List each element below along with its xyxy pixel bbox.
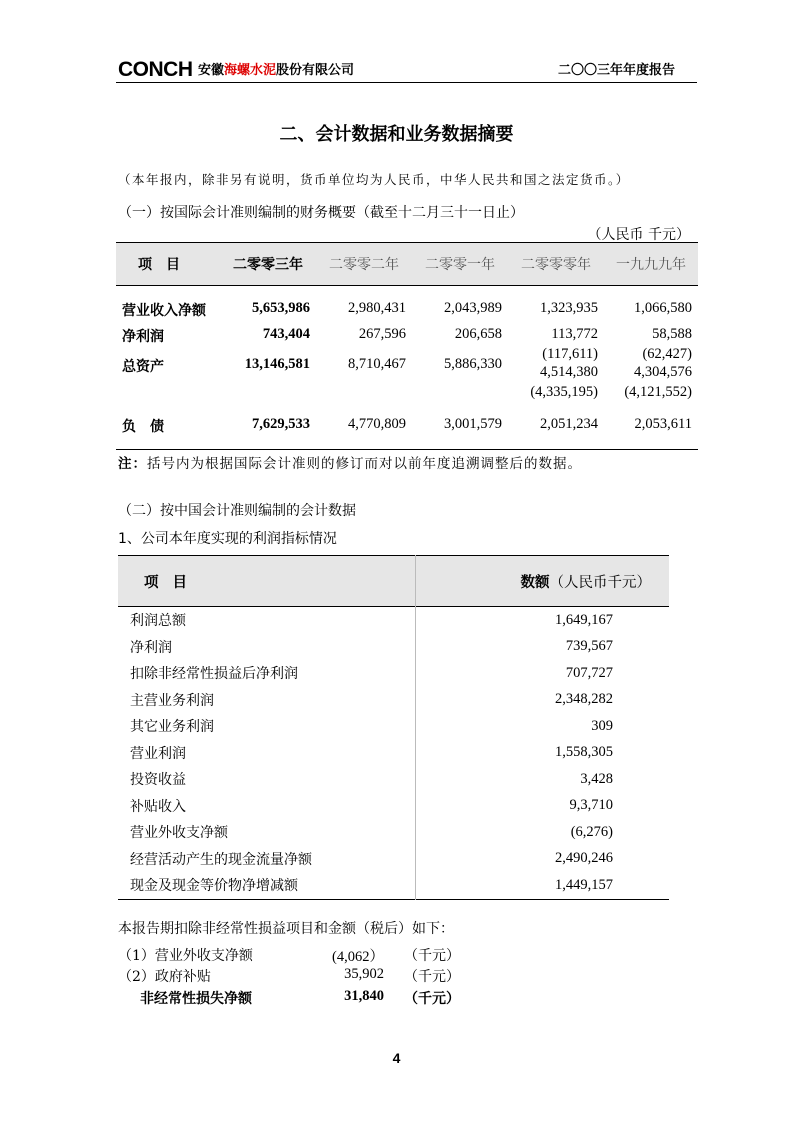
cell-value: 2,053,611	[634, 415, 692, 432]
col-header-2000: 二零零零年	[508, 243, 604, 286]
table-row	[118, 793, 669, 820]
cell-value: 3,428	[415, 766, 669, 793]
cell-value: 8,710,467	[348, 355, 406, 372]
col-header-2003: 二零零三年	[220, 243, 316, 286]
row-label: 利润总额	[130, 613, 186, 630]
row-label: 负债	[122, 418, 178, 435]
company-name	[198, 62, 354, 80]
row-label: 净利润	[122, 328, 164, 345]
table-row	[118, 766, 669, 793]
extraordinary-total	[118, 988, 498, 1008]
cell-value: 7,629,533	[252, 415, 310, 432]
section1-footnote	[118, 452, 582, 472]
cell-value: 13,146,581	[244, 355, 310, 372]
cell-value: 739,567	[415, 634, 669, 661]
col-header-2002: 二零零二年	[316, 243, 412, 286]
cell-value: 206,658	[454, 325, 502, 342]
cell-value: 2,043,989	[444, 299, 502, 316]
table-row-adjusted	[116, 384, 698, 402]
row-label: 扣除非经常性损益后净利润	[130, 666, 298, 683]
cell-value: 309	[415, 713, 669, 740]
table-row	[118, 740, 669, 767]
cell-value: 1,066,580	[634, 299, 692, 316]
table-row	[118, 819, 669, 846]
currency-note: （本年报内，除非另有说明，货币单位均为人民币，中华人民共和国之法定货币。）	[118, 172, 630, 187]
section1-unit: （人民币 千元）	[587, 227, 690, 243]
cell-value: (6,276)	[415, 819, 669, 846]
cell-value: 743,404	[262, 325, 310, 342]
report-year: 二〇〇三年年度报告	[557, 63, 675, 78]
table-row	[118, 634, 669, 661]
cell-value: 707,727	[415, 660, 669, 687]
col-header-1999: 一九九九年	[604, 243, 698, 286]
table-row	[116, 364, 698, 384]
cell-value: 58,588	[652, 325, 692, 342]
cell-value: 267,596	[358, 325, 406, 342]
cell-value: 5,886,330	[444, 355, 502, 372]
row-label: 总资产	[122, 358, 164, 375]
conch-logo: CONCH	[118, 58, 193, 81]
table-row	[118, 687, 669, 714]
company-name-post: 股份有限公司	[276, 63, 355, 78]
cell-value: 5,653,986	[252, 299, 310, 316]
extraordinary-item	[118, 945, 498, 965]
extraordinary-label: 非经常性损失净额	[140, 991, 252, 1007]
table-header-row	[116, 243, 698, 286]
extraordinary-unit: （千元）	[404, 948, 460, 964]
table-row	[116, 416, 698, 438]
company-name-brand: 海螺水泥	[224, 63, 277, 78]
table-header-row	[118, 556, 669, 607]
cell-value: 2,980,431	[348, 299, 406, 316]
cell-value: 1,323,935	[540, 299, 598, 316]
row-label: 营业收入净额	[122, 302, 206, 319]
cell-value: 4,770,809	[348, 415, 406, 432]
table-row	[118, 660, 669, 687]
table-row	[118, 846, 669, 873]
row-label: 净利润	[130, 639, 172, 656]
extraordinary-label: （2）政府补贴	[118, 969, 211, 985]
cell-adjusted: (117,611)	[542, 345, 598, 362]
extraordinary-intro: 本报告期扣除非经常性损益项目和金额（税后）如下：	[118, 921, 454, 937]
extraordinary-item	[118, 966, 498, 986]
row-label: 营业利润	[130, 745, 186, 762]
page-number: 4	[392, 1050, 401, 1066]
cell-value: 1,449,157	[415, 872, 669, 899]
cell-value: 2,490,246	[415, 846, 669, 873]
ifrs-summary-table	[116, 242, 698, 450]
cell-value: 2,051,234	[540, 415, 598, 432]
row-label: 补贴收入	[130, 798, 186, 815]
col-header-amount	[415, 556, 669, 607]
profit-indicators-table	[118, 555, 669, 900]
cell-value: 2,348,282	[415, 687, 669, 714]
table-row	[118, 607, 669, 634]
table-row	[118, 872, 669, 899]
row-label: 经营活动产生的现金流量净额	[130, 851, 312, 868]
extraordinary-amount: 35,902	[344, 966, 384, 982]
row-label: 营业外收支净额	[130, 825, 228, 842]
section2-heading: （二）按中国会计准则编制的会计数据	[118, 503, 356, 519]
col-header-item: 项目	[118, 556, 415, 607]
table-row	[116, 300, 698, 322]
row-label: 现金及现金等价物净增减额	[130, 878, 298, 895]
cell-value: 113,772	[551, 325, 598, 342]
section1-heading: （一）按国际会计准则编制的财务概要（截至十二月三十一日止）	[118, 205, 524, 221]
extraordinary-unit: （千元）	[404, 991, 460, 1007]
table-row	[116, 326, 698, 346]
extraordinary-amount: 31,840	[344, 988, 384, 1004]
row-label: 主营业务利润	[130, 692, 214, 709]
section2-subheading: 1、公司本年度实现的利润指标情况	[118, 531, 337, 547]
cell-value: 1,558,305	[415, 740, 669, 767]
col-header-2001: 二零零一年	[412, 243, 508, 286]
company-name-pre: 安徽	[198, 63, 225, 78]
cell-value: 1,649,167	[415, 607, 669, 634]
cell-value: 9,3,710	[415, 793, 669, 820]
cell-value: 4,304,576	[634, 363, 692, 380]
extraordinary-unit: （千元）	[404, 969, 460, 985]
page-title: 二、会计数据和业务数据摘要	[279, 124, 514, 145]
extraordinary-label: （1）营业外收支净额	[118, 948, 253, 964]
row-label: 其它业务利润	[130, 719, 214, 736]
col-header-amount-unit: （人民币千元）	[549, 574, 651, 591]
cell-adjusted: (4,335,195)	[530, 383, 598, 400]
table-row	[118, 713, 669, 740]
col-header-item: 项目	[116, 243, 220, 286]
cell-adjusted: (62,427)	[642, 345, 692, 362]
row-label: 投资收益	[130, 772, 186, 789]
footnote-label: 注：	[118, 456, 147, 472]
footnote-text: 括号内为根据国际会计准则的修订而对以前年度追溯调整后的数据。	[147, 456, 582, 472]
extraordinary-amount: (4,062）	[332, 949, 384, 965]
col-header-amount-label: 数额	[520, 574, 550, 591]
cell-value: 3,001,579	[444, 415, 502, 432]
header-divider	[116, 82, 697, 83]
cell-value: 4,514,380	[540, 363, 598, 380]
cell-adjusted: (4,121,552)	[624, 383, 692, 400]
